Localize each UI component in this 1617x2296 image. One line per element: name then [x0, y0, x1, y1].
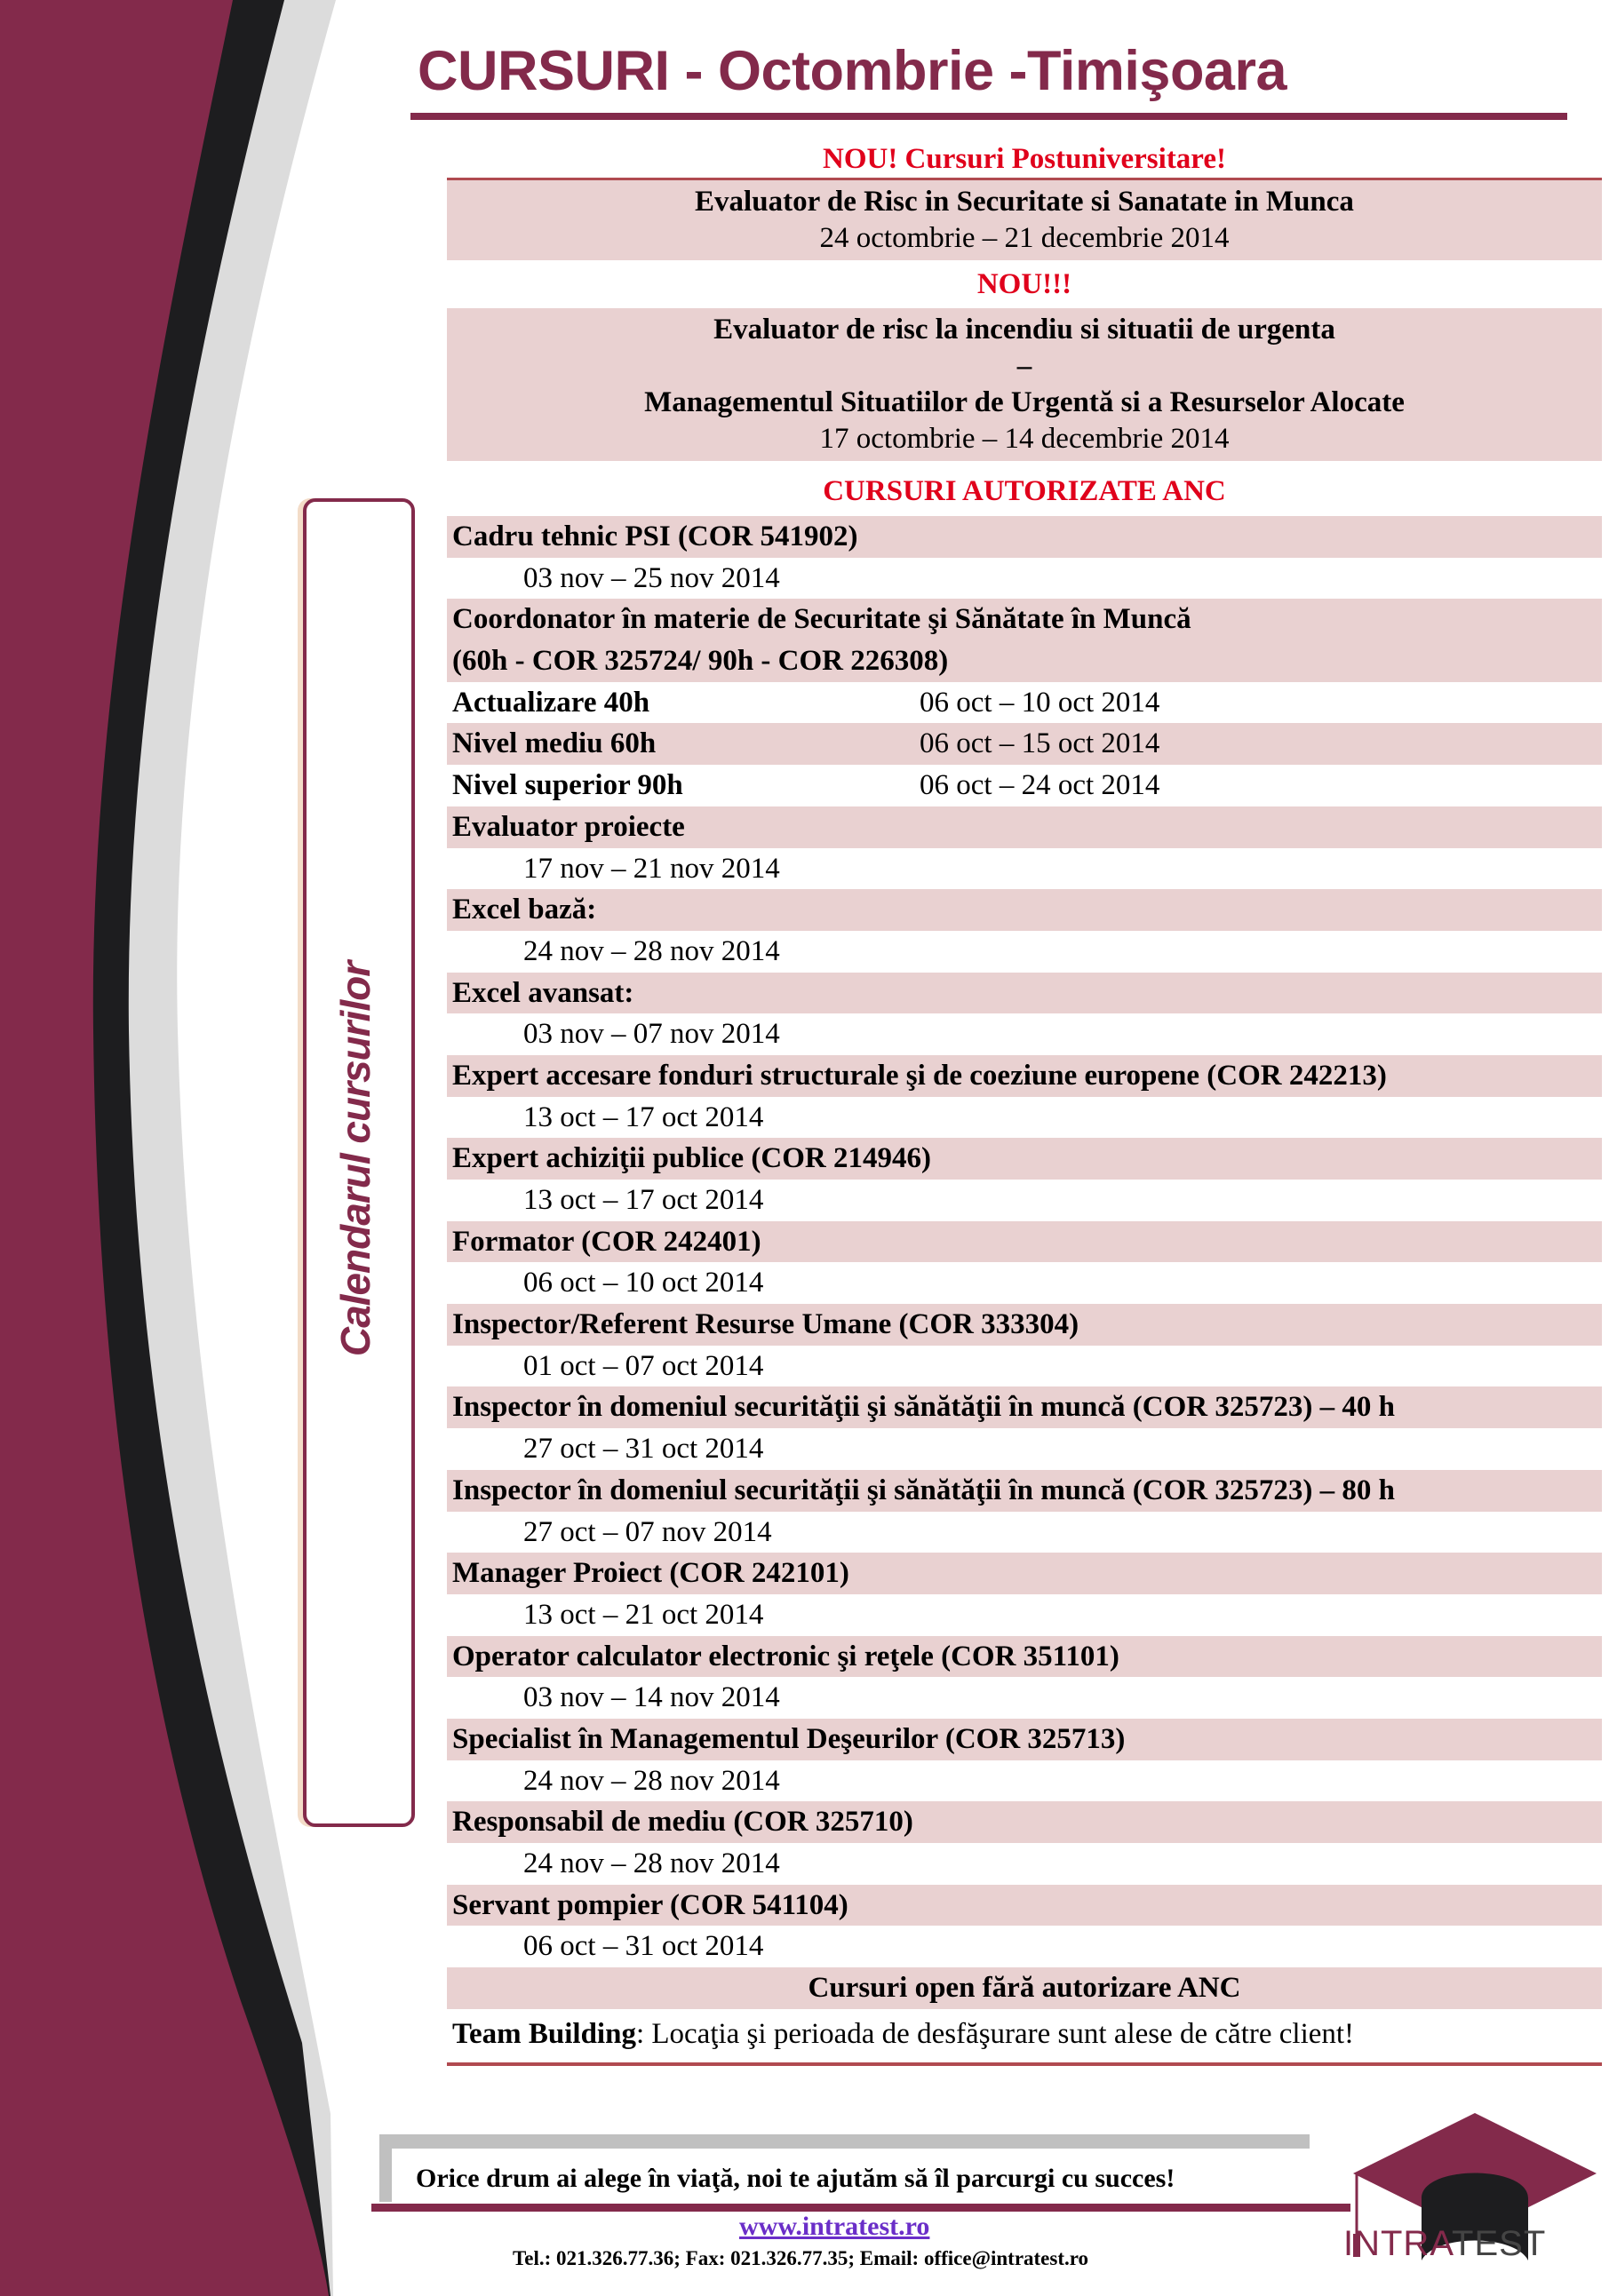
- course-title: Excel avansat:: [447, 973, 1602, 1014]
- course-title: (60h - COR 325724/ 90h - COR 226308): [447, 640, 1602, 682]
- anc-course-list: [447, 516, 1602, 1967]
- course-dates: 06 oct – 31 oct 2014: [523, 1930, 764, 1963]
- course-title: Specialist în Managementul Deşeurilor (COR 325713): [447, 1719, 1602, 1760]
- postuniv-heading: NOU! Cursuri Postuniversitare!: [822, 143, 1226, 175]
- open-heading: Cursuri open fără autorizare ANC: [447, 1967, 1602, 2009]
- course-title: Servant pompier (COR 541104): [447, 1885, 1602, 1927]
- sidebar-label: Calendarul cursurilor: [332, 961, 378, 1357]
- nou-course: [447, 308, 1602, 461]
- footer-slogan: Orice drum ai alege în viaţă, noi te ajutăm să îl parcurgi cu succes!: [416, 2164, 1175, 2193]
- course-title: Inspector în domeniul securităţii şi sănătăţii în muncă (COR 325723) – 80 h: [447, 1470, 1602, 1512]
- course-dates: 24 nov – 28 nov 2014: [523, 934, 780, 967]
- course-level-dates: 06 oct – 24 oct 2014: [920, 769, 1160, 802]
- team-building-label: Team Building: [452, 2017, 636, 2050]
- course-title: Operator calculator electronic şi reţele (COR 351101): [447, 1636, 1602, 1678]
- course-level-row: [447, 682, 1602, 724]
- title-underline: [410, 113, 1567, 120]
- course-dates: 13 oct – 21 oct 2014: [523, 1598, 764, 1631]
- course-title: Manager Proiect (COR 242101): [447, 1553, 1602, 1594]
- postuniv-course-dates: 24 octombrie – 21 decembrie 2014: [819, 222, 1230, 254]
- nou-course-line1: Evaluator de risc la incendiu si situatii de urgenta: [713, 314, 1335, 346]
- team-building-text: : Locaţia şi perioada de desfăşurare sunt alese de către client!: [635, 2017, 1355, 2050]
- course-dates: 01 oct – 07 oct 2014: [523, 1349, 764, 1382]
- logo-text-intra: INTRA: [1343, 2224, 1453, 2263]
- footer-grey-bar: [379, 2134, 1310, 2149]
- course-title: Evaluator proiecte: [447, 806, 1602, 848]
- course-title: Coordonator în materie de Securitate şi Sănătate în Muncă: [447, 599, 1602, 640]
- course-dates: 03 nov – 14 nov 2014: [523, 1681, 780, 1714]
- footer-grey-edge: [379, 2134, 392, 2202]
- postuniv-course-title: Evaluator de Risc in Securitate si Sanatate in Munca: [695, 186, 1354, 218]
- course-title: Formator (COR 242401): [447, 1221, 1602, 1263]
- page-title: CURSURI - Octombrie -Timişoara: [418, 40, 1287, 102]
- website-link[interactable]: www.intratest.ro: [739, 2212, 930, 2241]
- course-title: Expert achiziţii publice (COR 214946): [447, 1138, 1602, 1180]
- course-dates: 17 nov – 21 nov 2014: [523, 852, 780, 885]
- course-table: [447, 140, 1602, 2066]
- nou-course-dates: 17 octombrie – 14 decembrie 2014: [819, 423, 1230, 455]
- course-level-dates: 06 oct – 15 oct 2014: [920, 727, 1160, 760]
- course-title: Excel bază:: [447, 889, 1602, 931]
- course-title: Responsabil de mediu (COR 325710): [447, 1801, 1602, 1843]
- footer-maroon-bar: [371, 2204, 1350, 2212]
- course-title: Inspector în domeniul securităţii şi sănătăţii în muncă (COR 325723) – 40 h: [447, 1386, 1602, 1428]
- logo-text-test: TEST: [1452, 2224, 1547, 2263]
- table-bottom-rule: [447, 2062, 1602, 2066]
- course-dates: 27 oct – 07 nov 2014: [523, 1515, 772, 1548]
- team-building-row: [447, 2009, 1602, 2059]
- course-level-dates: 06 oct – 10 oct 2014: [920, 686, 1160, 719]
- anc-heading: CURSURI AUTORIZATE ANC: [823, 475, 1226, 507]
- postuniv-course: [447, 178, 1602, 260]
- logo-wordmark: [1343, 2224, 1546, 2264]
- course-dates: 13 oct – 17 oct 2014: [523, 1100, 764, 1133]
- course-dates: 03 nov – 07 nov 2014: [523, 1018, 780, 1051]
- course-level-label: Nivel mediu 60h: [452, 727, 657, 760]
- course-level-row: [447, 765, 1602, 806]
- contact-info: Tel.: 021.326.77.36; Fax: 021.326.77.35; Email: office@intratest.ro: [513, 2247, 1089, 2269]
- course-dates: 13 oct – 17 oct 2014: [523, 1184, 764, 1216]
- course-dates: 03 nov – 25 nov 2014: [523, 561, 780, 594]
- nou-course-line2: Managementul Situatiilor de Urgentă si a Resurselor Alocate: [644, 386, 1405, 418]
- course-title: Cadru tehnic PSI (COR 541902): [447, 516, 1602, 558]
- course-dates: 06 oct – 10 oct 2014: [523, 1267, 764, 1299]
- course-title: Inspector/Referent Resurse Umane (COR 333304): [447, 1304, 1602, 1346]
- course-level-label: Actualizare 40h: [452, 686, 650, 719]
- course-level-label: Nivel superior 90h: [452, 769, 683, 802]
- nou-course-separator: –: [1016, 350, 1032, 382]
- course-level-row: [447, 723, 1602, 765]
- course-title: Expert accesare fonduri structurale şi de coeziune europene (COR 242213): [447, 1055, 1602, 1097]
- course-dates: 24 nov – 28 nov 2014: [523, 1764, 780, 1797]
- nou-heading: NOU!!!: [976, 268, 1072, 300]
- course-dates: 27 oct – 31 oct 2014: [523, 1433, 764, 1466]
- course-dates: 24 nov – 28 nov 2014: [523, 1847, 780, 1879]
